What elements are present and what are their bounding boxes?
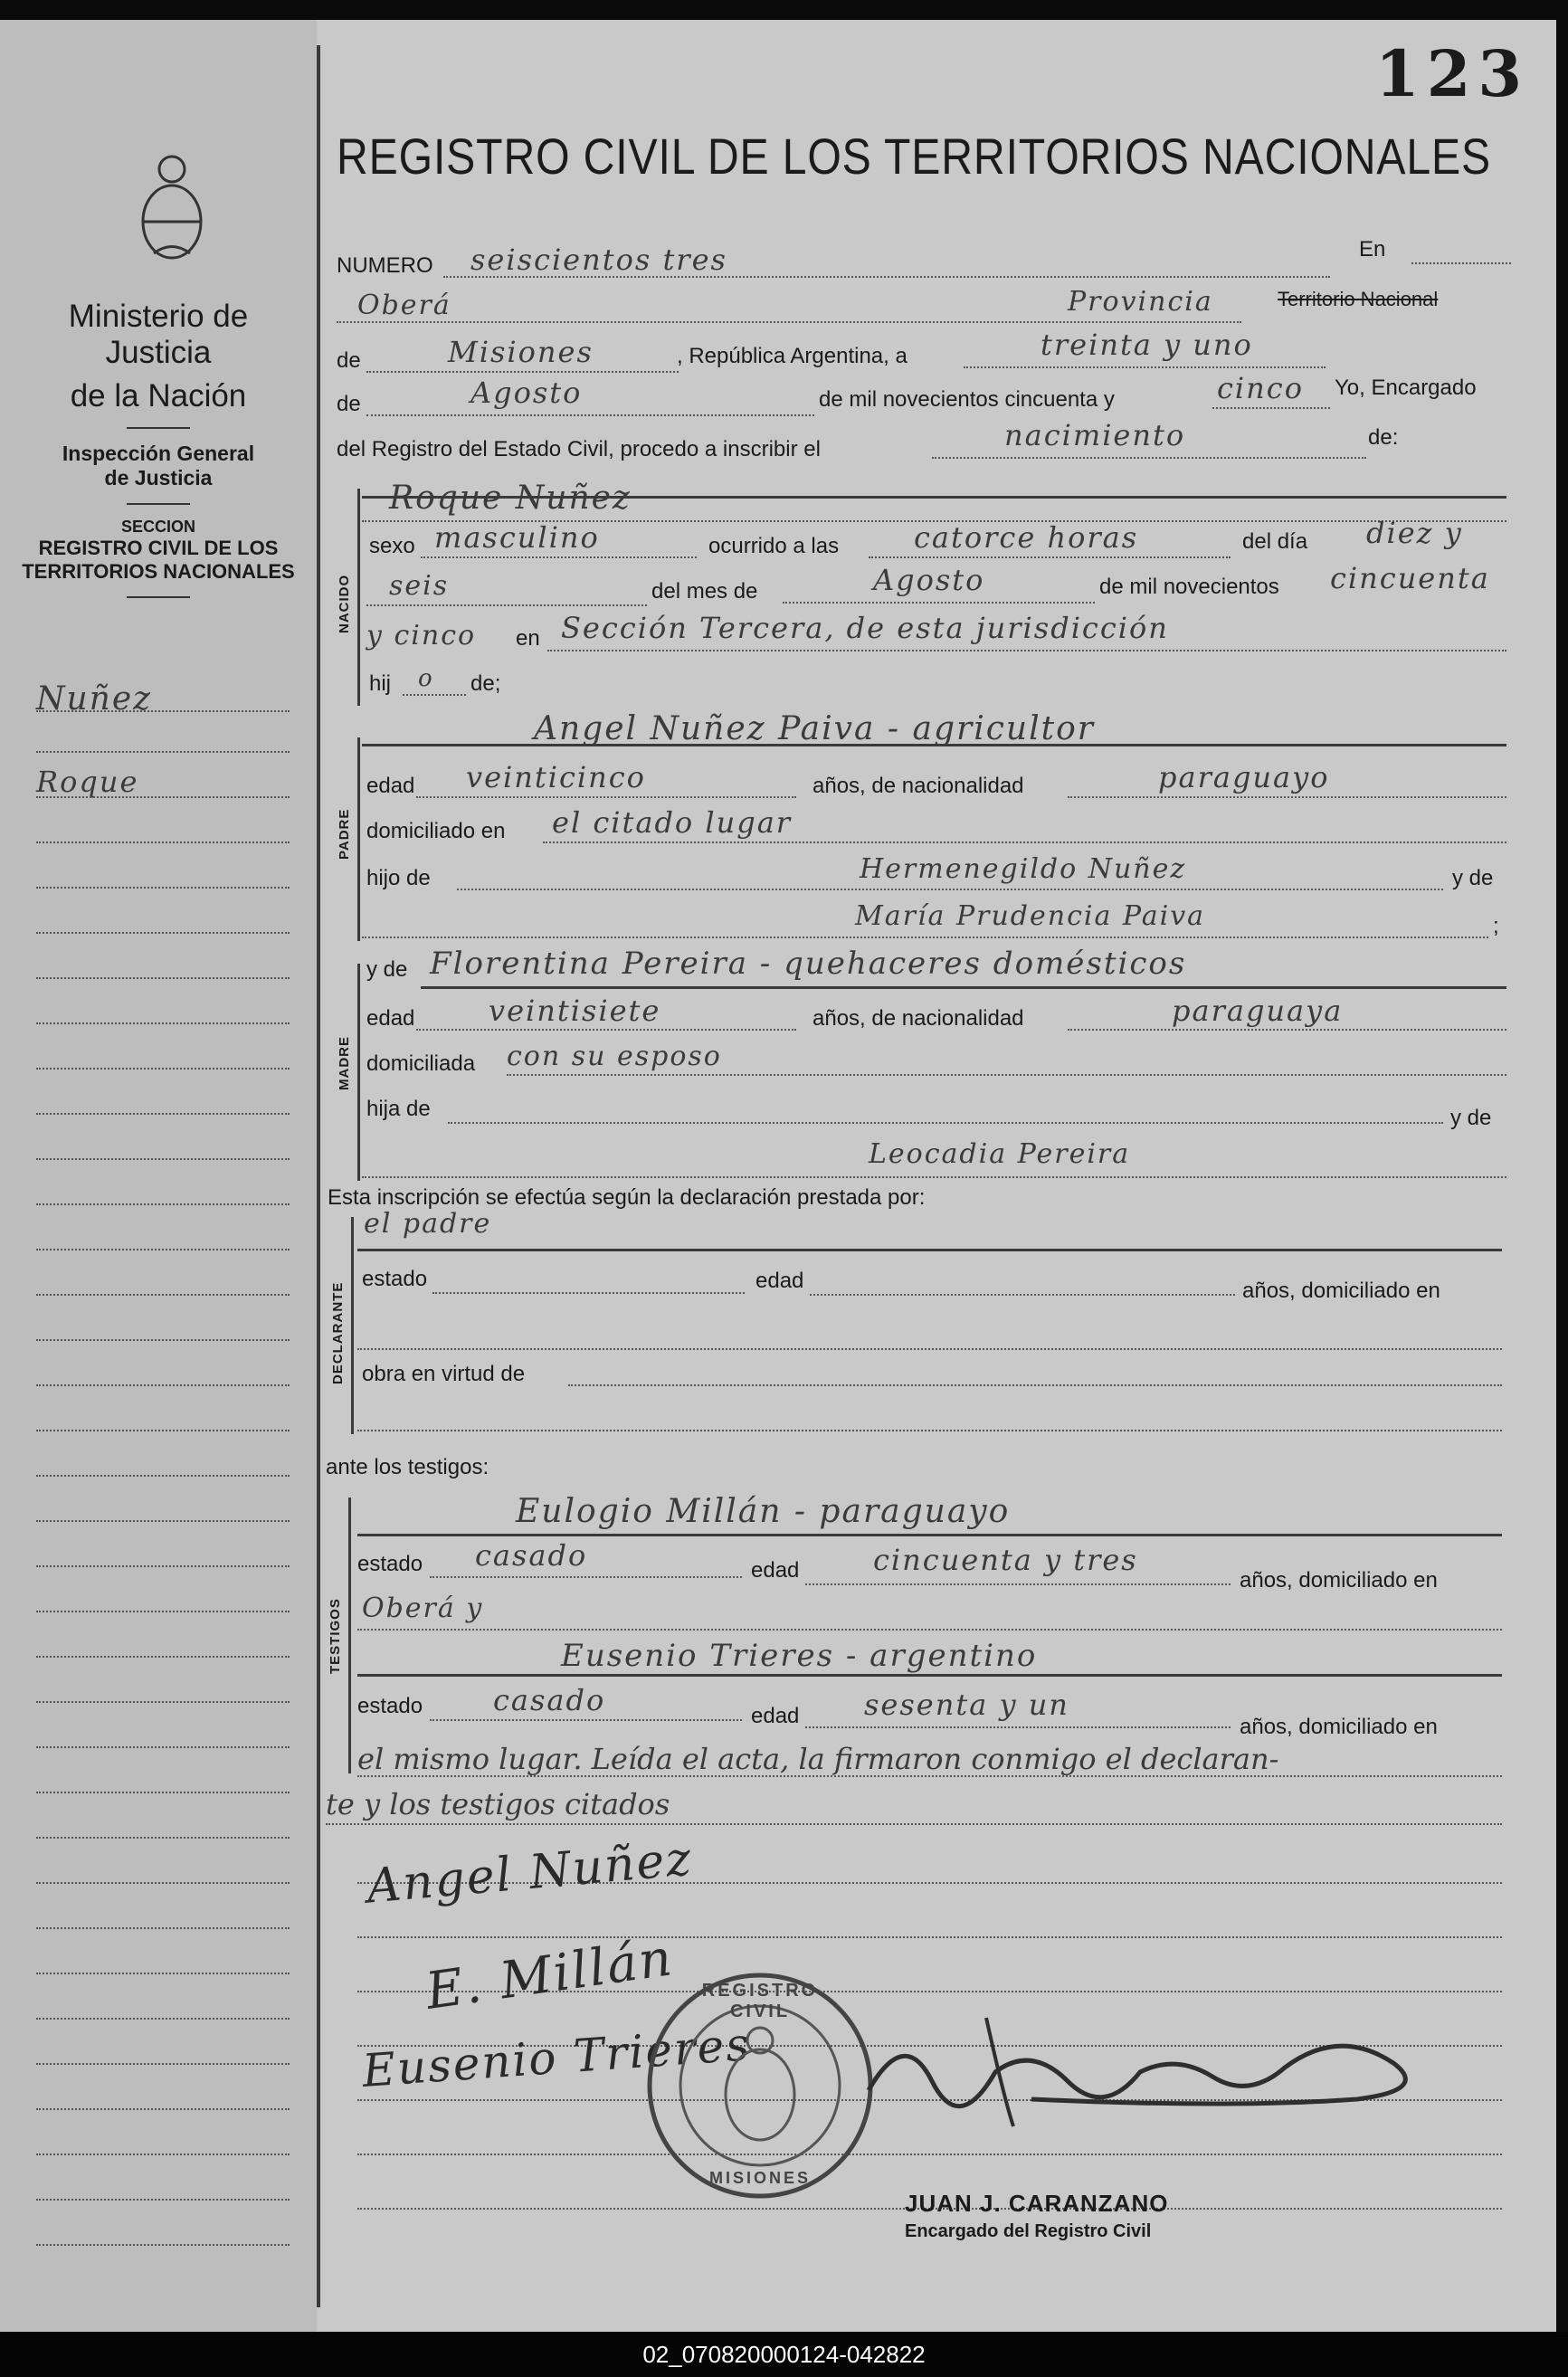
year-value: cinco <box>1217 371 1304 405</box>
padre-domicilio-label: domiciliado en <box>366 819 506 843</box>
madre-domicilio-value: con su esposo <box>507 1041 722 1072</box>
argentina-seal-icon <box>136 149 208 262</box>
dia-value: diez y <box>1366 516 1463 550</box>
day-value: treinta y uno <box>1041 328 1253 362</box>
registro-label: del Registro del Estado Civil, procedo a inscribir el <box>337 437 821 461</box>
registro-civil-stamp <box>642 1968 878 2203</box>
madre-edad-value: veintisiete <box>489 994 661 1028</box>
declarante-bracket <box>351 1217 354 1434</box>
lugar-value: Sección Tercera, de esta jurisdicción <box>561 611 1169 645</box>
madre-parent2-value: Leocadia Pereira <box>869 1138 1131 1170</box>
sexo-value: masculino <box>434 520 600 555</box>
padre-anios-label: años, de nacionalidad <box>813 774 1024 798</box>
section-line1: SECCION <box>120 518 195 536</box>
madre-section-label: MADRE <box>337 1036 352 1090</box>
official-title: Encargado del Registro Civil <box>905 2221 1152 2241</box>
madre-nacionalidad-value: paraguaya <box>1172 994 1344 1028</box>
padre-section-label: PADRE <box>337 808 352 860</box>
official-name: JUAN J. CARANZANO <box>905 2190 1169 2217</box>
nacido-name: Roque Nuñez <box>389 480 632 517</box>
nacido-en-label: en <box>516 626 540 651</box>
witness2-estado-label: estado <box>357 1694 423 1718</box>
sidebar-divider <box>317 45 320 2307</box>
inspection-line2: de Justicia <box>104 466 213 490</box>
madre-name: Florentina Pereira - quehaceres domésticos <box>430 946 1187 982</box>
witness1-edad: cincuenta y tres <box>873 1543 1138 1577</box>
provincia-value: Provincia <box>1068 286 1213 318</box>
madre-bracket <box>357 964 360 1181</box>
hij-value: o <box>418 665 434 692</box>
nacido-section-label: NACIDO <box>337 574 352 633</box>
padre-semicolon: ; <box>1493 914 1499 938</box>
anio-value: cincuenta <box>1330 561 1490 595</box>
witness1-edad-label: edad <box>751 1558 800 1583</box>
testigos-intro: ante los testigos: <box>326 1455 489 1479</box>
closing-line-1: el mismo lugar. Leída el acta, la firmaron conmigo el declaran- <box>357 1742 1279 1776</box>
declarante-obra-label: obra en virtud de <box>362 1362 526 1386</box>
nacido-bracket <box>357 489 360 706</box>
padre-parent2-value: María Prudencia Paiva <box>855 900 1206 932</box>
sidebar-given-name: Roque <box>36 765 139 799</box>
dia-value-2: seis <box>389 570 450 602</box>
declarante-section-label: DECLARANTE <box>330 1281 346 1384</box>
footer-id: 02_070820000124-042822 <box>642 2341 926 2368</box>
signature-witness1: E. Millán <box>422 1928 678 2021</box>
place-value: Oberá <box>357 290 451 321</box>
official-signature-scribble <box>851 1991 1448 2135</box>
witness2-estado: casado <box>493 1683 606 1717</box>
republica-label: , República Argentina, a <box>677 344 908 368</box>
sidebar-surname: Nuñez <box>36 680 153 718</box>
closing-line-2: te y los testigos citados <box>326 1787 670 1821</box>
declarante-intro: Esta inscripción se efectúa según la declaración prestada por: <box>328 1185 926 1210</box>
stamp-bottom-text: MISIONES <box>708 2169 811 2187</box>
hora-value: catorce horas <box>914 520 1139 555</box>
sexo-label: sexo <box>369 534 415 558</box>
territorio-label: Territorio Nacional <box>1278 288 1439 310</box>
page-number: 123 <box>1375 36 1530 111</box>
witness2-name: Eusenio Trieres - argentino <box>561 1638 1038 1674</box>
section-line3: TERRITORIOS NACIONALES <box>22 560 295 583</box>
nacido-mil-label: de mil novecientos <box>1099 575 1279 599</box>
stamp-top-text: REGISTRO CIVIL <box>701 1981 819 2021</box>
testigos-bracket <box>348 1498 351 1773</box>
mes-label: del mes de <box>651 579 758 604</box>
padre-name: Angel Nuñez Paiva - agricultor <box>534 710 1095 747</box>
witness1-anios-label: años, domiciliado en <box>1240 1568 1438 1593</box>
padre-domicilio-value: el citado lugar <box>552 805 793 840</box>
hij-de-label: de; <box>470 671 501 696</box>
declarante-edad-label: edad <box>755 1269 804 1293</box>
madre-yde2-label: y de <box>1450 1106 1492 1130</box>
yo-label: Yo, Encargado <box>1335 376 1477 400</box>
ministry-line1: Ministerio de Justicia <box>68 299 249 370</box>
declarante-estado-label: estado <box>362 1267 428 1291</box>
witness2-anios-label: años, domiciliado en <box>1240 1715 1438 1739</box>
padre-hijo-label: hijo de <box>366 866 431 890</box>
dia-label: del día <box>1242 529 1308 554</box>
signature-witness2: Eusenio Trieres <box>360 2018 753 2097</box>
inspection-line1: Inspección General <box>62 442 255 465</box>
ministry-line2: de la Nación <box>70 378 247 414</box>
madre-edad-label: edad <box>366 1006 415 1031</box>
footer-id-bar <box>0 2332 1568 2377</box>
de-colon-label: de: <box>1368 425 1399 450</box>
witness2-edad: sesenta y un <box>864 1688 1069 1722</box>
witness2-edad-label: edad <box>751 1704 800 1728</box>
en-label: En <box>1359 237 1386 261</box>
padre-parent1-value: Hermenegildo Nuñez <box>860 853 1187 885</box>
hij-label: hij <box>369 671 392 696</box>
declarante-anios-label: años, domiciliado en <box>1242 1279 1440 1303</box>
mil-label: de mil novecientos cincuenta y <box>819 387 1115 412</box>
signature-padre: Angel Nuñez <box>365 1831 695 1915</box>
month-value: Agosto <box>470 376 583 410</box>
ocurrido-label: ocurrido a las <box>708 534 840 558</box>
ministry-block <box>18 299 299 611</box>
de-label-1: de <box>337 348 361 373</box>
numero-value: seiscientos tres <box>470 242 727 277</box>
padre-nacionalidad-value: paraguayo <box>1158 760 1330 794</box>
testigos-section-label: TESTIGOS <box>328 1598 343 1674</box>
anio-value-2: y cinco <box>366 620 477 651</box>
province-value: Misiones <box>448 335 594 369</box>
numero-label: NUMERO <box>337 253 433 278</box>
header-title: REGISTRO CIVIL DE LOS TERRITORIOS NACIONALES <box>337 128 1492 185</box>
padre-edad-value: veinticinco <box>466 760 646 794</box>
witness1-domicilio: Oberá y <box>362 1593 484 1624</box>
de-label-2: de <box>337 392 361 416</box>
mes-value: Agosto <box>873 563 985 597</box>
padre-bracket <box>357 737 360 941</box>
declarante-name: el padre <box>364 1208 492 1240</box>
madre-yde-label: y de <box>366 957 408 982</box>
madre-anios-label: años, de nacionalidad <box>813 1006 1024 1031</box>
witness1-estado-label: estado <box>357 1552 423 1576</box>
padre-edad-label: edad <box>366 774 415 798</box>
witness1-name: Eulogio Millán - paraguayo <box>516 1493 1011 1530</box>
act-value: nacimiento <box>1004 418 1186 452</box>
section-line2: REGISTRO CIVIL DE LOS <box>38 537 279 559</box>
madre-domicilio-label: domiciliada <box>366 1051 476 1076</box>
witness1-estado: casado <box>475 1538 588 1573</box>
madre-hija-label: hija de <box>366 1097 431 1121</box>
padre-yde-label: y de <box>1452 866 1494 890</box>
